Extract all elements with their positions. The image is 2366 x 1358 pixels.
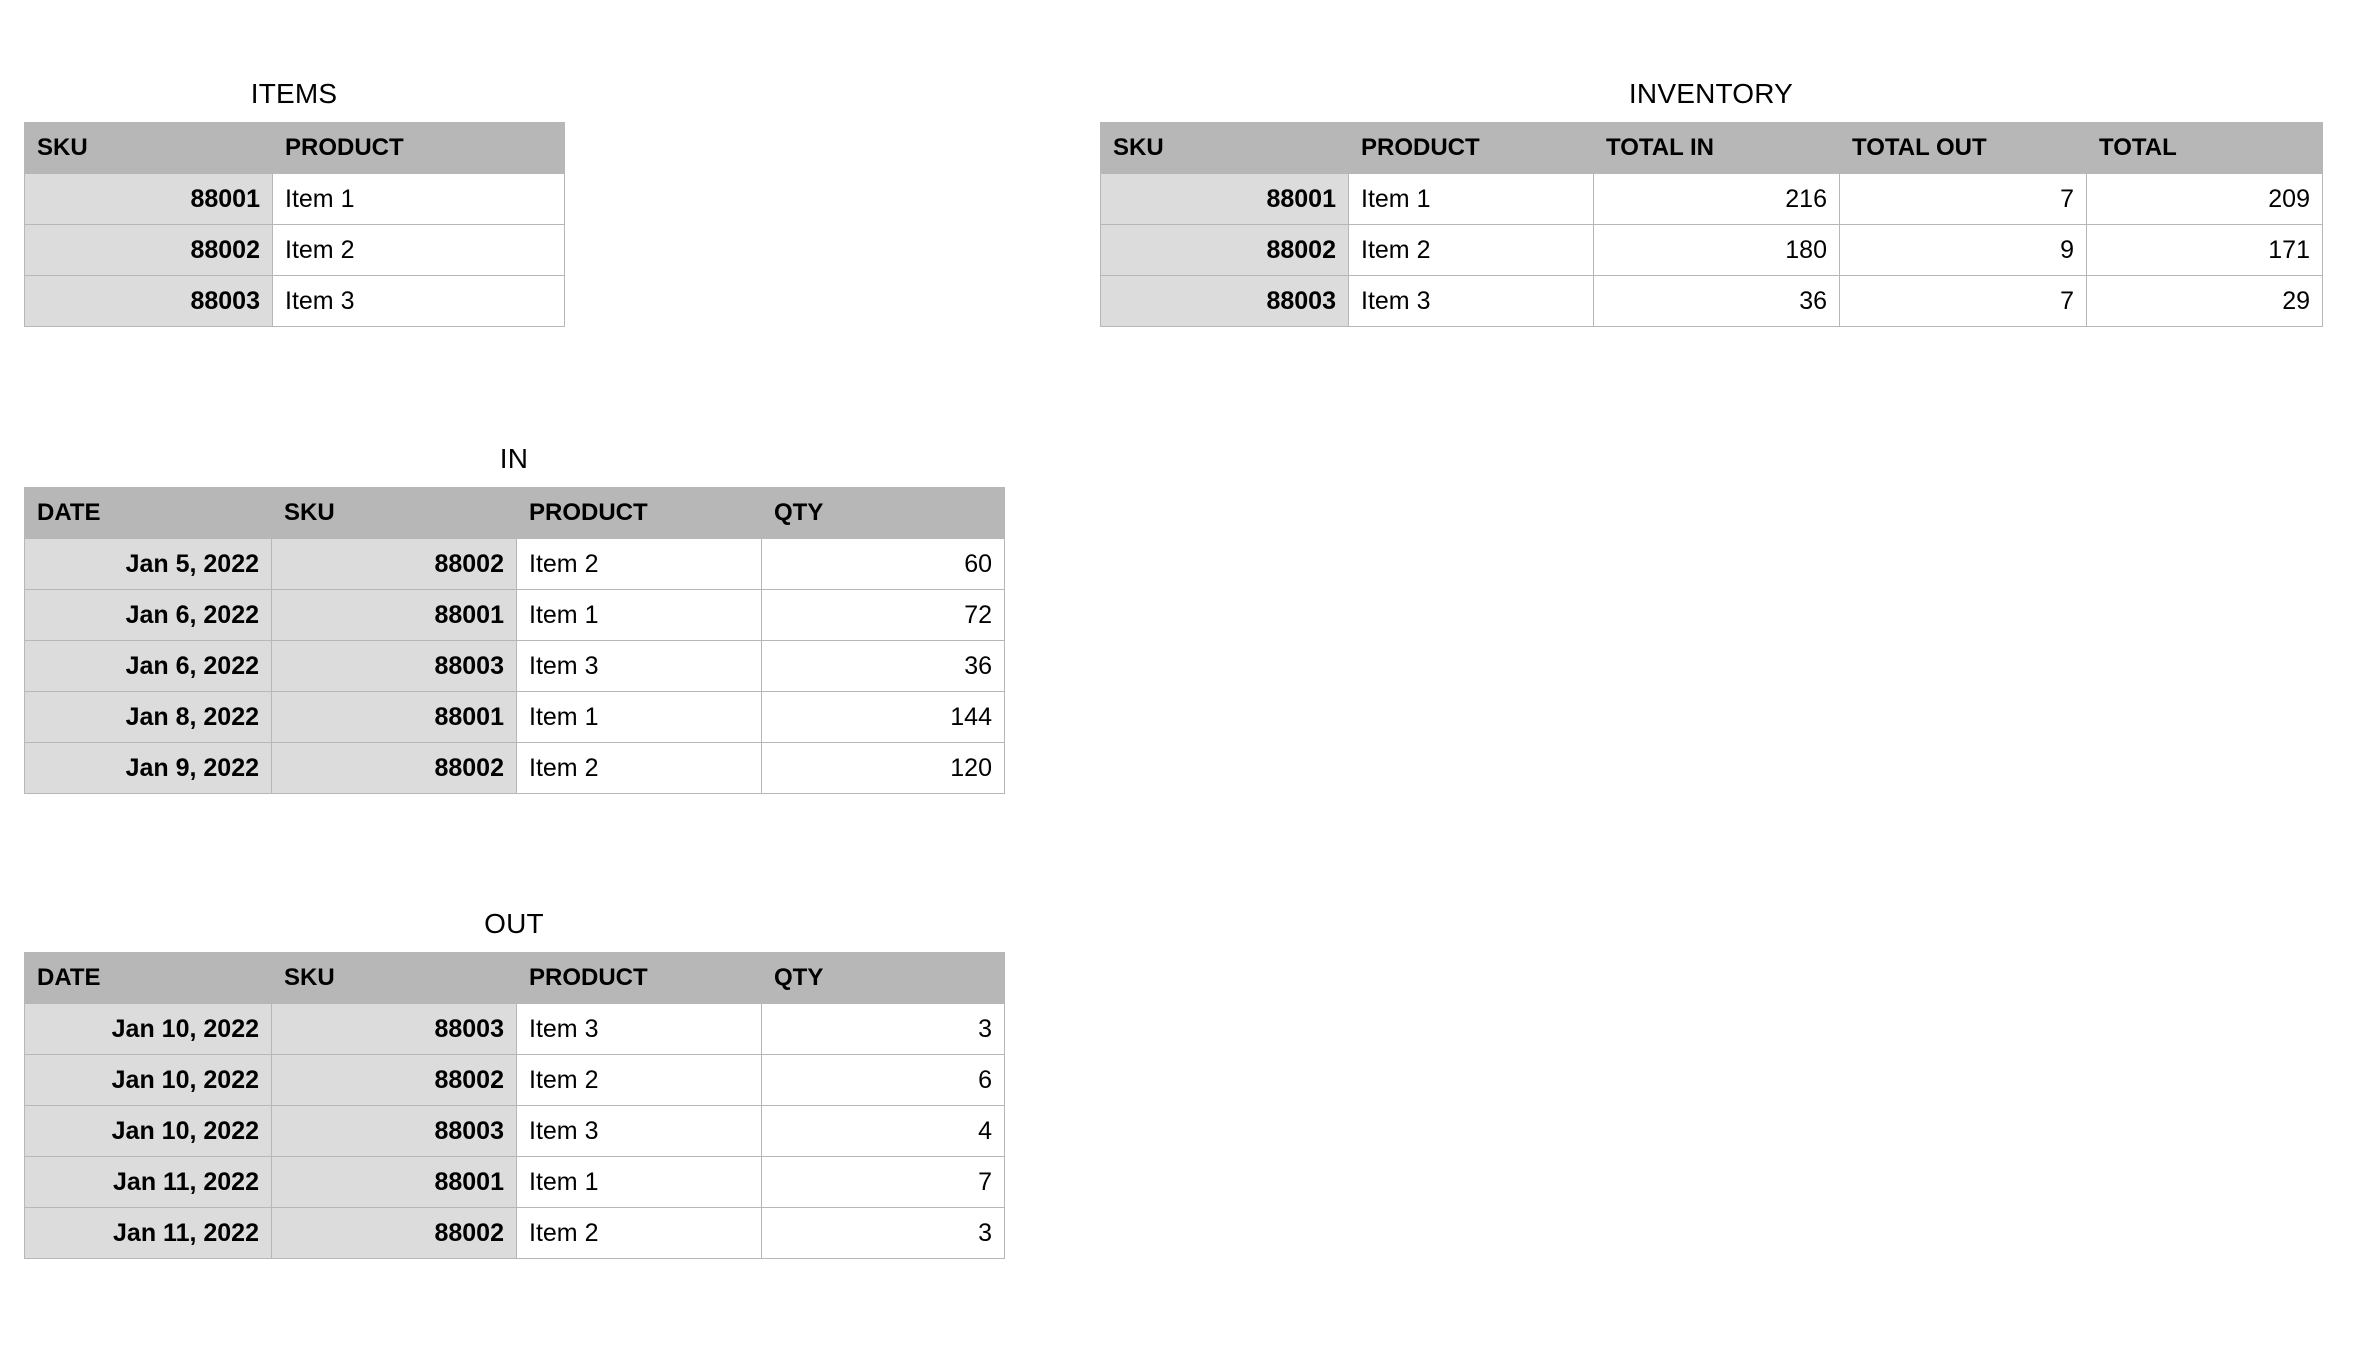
inventory-table-block xyxy=(1100,78,2323,327)
items-table-title: ITEMS xyxy=(250,78,338,109)
out-table-title: OUT xyxy=(484,908,544,939)
table-row[interactable] xyxy=(25,174,565,225)
cell-total[interactable]: 171 xyxy=(2087,225,2323,276)
in-table[interactable] xyxy=(24,487,1005,794)
cell-date[interactable]: Jan 10, 2022 xyxy=(25,1055,272,1106)
column-header-product[interactable]: PRODUCT xyxy=(1349,123,1594,174)
cell-product[interactable]: Item 3 xyxy=(517,641,762,692)
column-header-qty[interactable]: QTY xyxy=(762,488,1005,539)
cell-total[interactable]: 209 xyxy=(2087,174,2323,225)
column-header-total-in[interactable]: TOTAL IN xyxy=(1594,123,1840,174)
out-table-block xyxy=(24,908,1005,1259)
cell-product[interactable]: Item 3 xyxy=(517,1004,762,1055)
table-row[interactable] xyxy=(25,539,1005,590)
column-header-total[interactable]: TOTAL xyxy=(2087,123,2323,174)
column-header-sku[interactable]: SKU xyxy=(272,953,517,1004)
items-table-block xyxy=(24,78,565,327)
out-table[interactable] xyxy=(24,952,1005,1259)
cell-sku[interactable]: 88001 xyxy=(1101,174,1349,225)
cell-total-out[interactable]: 7 xyxy=(1840,174,2087,225)
cell-qty[interactable]: 60 xyxy=(762,539,1005,590)
cell-product[interactable]: Item 2 xyxy=(517,1055,762,1106)
column-header-product[interactable]: PRODUCT xyxy=(517,488,762,539)
cell-product[interactable]: Item 1 xyxy=(1349,174,1594,225)
cell-total-out[interactable]: 9 xyxy=(1840,225,2087,276)
cell-sku[interactable]: 88002 xyxy=(25,225,273,276)
cell-sku[interactable]: 88002 xyxy=(1101,225,1349,276)
cell-sku[interactable]: 88003 xyxy=(25,276,273,327)
column-header-sku[interactable]: SKU xyxy=(272,488,517,539)
inventory-table-title: INVENTORY xyxy=(1628,78,1794,109)
cell-product[interactable]: Item 2 xyxy=(517,539,762,590)
cell-total-out[interactable]: 7 xyxy=(1840,276,2087,327)
cell-date[interactable]: Jan 11, 2022 xyxy=(25,1157,272,1208)
cell-product[interactable]: Item 2 xyxy=(517,743,762,794)
cell-sku[interactable]: 88001 xyxy=(272,590,517,641)
cell-sku[interactable]: 88001 xyxy=(25,174,273,225)
cell-qty[interactable]: 3 xyxy=(762,1208,1005,1259)
cell-sku[interactable]: 88003 xyxy=(272,641,517,692)
cell-product[interactable]: Item 2 xyxy=(517,1208,762,1259)
cell-product[interactable]: Item 1 xyxy=(517,692,762,743)
cell-product[interactable]: Item 2 xyxy=(1349,225,1594,276)
cell-product[interactable]: Item 2 xyxy=(273,225,565,276)
cell-qty[interactable]: 4 xyxy=(762,1106,1005,1157)
cell-qty[interactable]: 120 xyxy=(762,743,1005,794)
cell-qty[interactable]: 144 xyxy=(762,692,1005,743)
table-header-row xyxy=(25,123,565,174)
column-header-product[interactable]: PRODUCT xyxy=(273,123,565,174)
cell-date[interactable]: Jan 8, 2022 xyxy=(25,692,272,743)
cell-date[interactable]: Jan 9, 2022 xyxy=(25,743,272,794)
table-row[interactable] xyxy=(25,225,565,276)
table-row[interactable] xyxy=(25,692,1005,743)
cell-product[interactable]: Item 3 xyxy=(1349,276,1594,327)
cell-sku[interactable]: 88002 xyxy=(272,1208,517,1259)
cell-date[interactable]: Jan 10, 2022 xyxy=(25,1106,272,1157)
column-header-total-out[interactable]: TOTAL OUT xyxy=(1840,123,2087,174)
cell-sku[interactable]: 88002 xyxy=(272,743,517,794)
cell-date[interactable]: Jan 6, 2022 xyxy=(25,590,272,641)
cell-sku[interactable]: 88002 xyxy=(272,539,517,590)
cell-total[interactable]: 29 xyxy=(2087,276,2323,327)
cell-total-in[interactable]: 180 xyxy=(1594,225,1840,276)
column-header-qty[interactable]: QTY xyxy=(762,953,1005,1004)
table-row[interactable] xyxy=(25,1106,1005,1157)
cell-product[interactable]: Item 3 xyxy=(517,1106,762,1157)
inventory-table[interactable] xyxy=(1100,122,2323,327)
cell-product[interactable]: Item 1 xyxy=(273,174,565,225)
column-header-product[interactable]: PRODUCT xyxy=(517,953,762,1004)
cell-qty[interactable]: 36 xyxy=(762,641,1005,692)
in-table-block xyxy=(24,443,1005,794)
cell-sku[interactable]: 88001 xyxy=(272,692,517,743)
cell-qty[interactable]: 7 xyxy=(762,1157,1005,1208)
table-row[interactable] xyxy=(1101,174,2323,225)
cell-total-in[interactable]: 216 xyxy=(1594,174,1840,225)
cell-qty[interactable]: 3 xyxy=(762,1004,1005,1055)
cell-sku[interactable]: 88003 xyxy=(272,1106,517,1157)
cell-sku[interactable]: 88003 xyxy=(1101,276,1349,327)
cell-sku[interactable]: 88002 xyxy=(272,1055,517,1106)
table-header-row xyxy=(1101,123,2323,174)
cell-product[interactable]: Item 1 xyxy=(517,1157,762,1208)
cell-sku[interactable]: 88001 xyxy=(272,1157,517,1208)
table-row[interactable] xyxy=(25,590,1005,641)
table-row[interactable] xyxy=(25,743,1005,794)
cell-qty[interactable]: 72 xyxy=(762,590,1005,641)
cell-sku[interactable]: 88003 xyxy=(272,1004,517,1055)
cell-date[interactable]: Jan 11, 2022 xyxy=(25,1208,272,1259)
table-row[interactable] xyxy=(25,641,1005,692)
cell-product[interactable]: Item 1 xyxy=(517,590,762,641)
cell-date[interactable]: Jan 10, 2022 xyxy=(25,1004,272,1055)
column-header-date[interactable]: DATE xyxy=(25,953,272,1004)
cell-date[interactable]: Jan 6, 2022 xyxy=(25,641,272,692)
table-header-row xyxy=(25,488,1005,539)
items-table[interactable] xyxy=(24,122,565,327)
table-header-row xyxy=(25,953,1005,1004)
cell-total-in[interactable]: 36 xyxy=(1594,276,1840,327)
column-header-date[interactable]: DATE xyxy=(25,488,272,539)
in-table-title: IN xyxy=(499,443,529,474)
table-row[interactable] xyxy=(25,1004,1005,1055)
table-row[interactable] xyxy=(25,276,565,327)
cell-product[interactable]: Item 3 xyxy=(273,276,565,327)
table-row[interactable] xyxy=(25,1157,1005,1208)
column-header-sku[interactable]: SKU xyxy=(1101,123,1349,174)
table-row[interactable] xyxy=(25,1208,1005,1259)
cell-date[interactable]: Jan 5, 2022 xyxy=(25,539,272,590)
cell-qty[interactable]: 6 xyxy=(762,1055,1005,1106)
table-row[interactable] xyxy=(1101,225,2323,276)
table-row[interactable] xyxy=(25,1055,1005,1106)
column-header-sku[interactable]: SKU xyxy=(25,123,273,174)
table-row[interactable] xyxy=(1101,276,2323,327)
